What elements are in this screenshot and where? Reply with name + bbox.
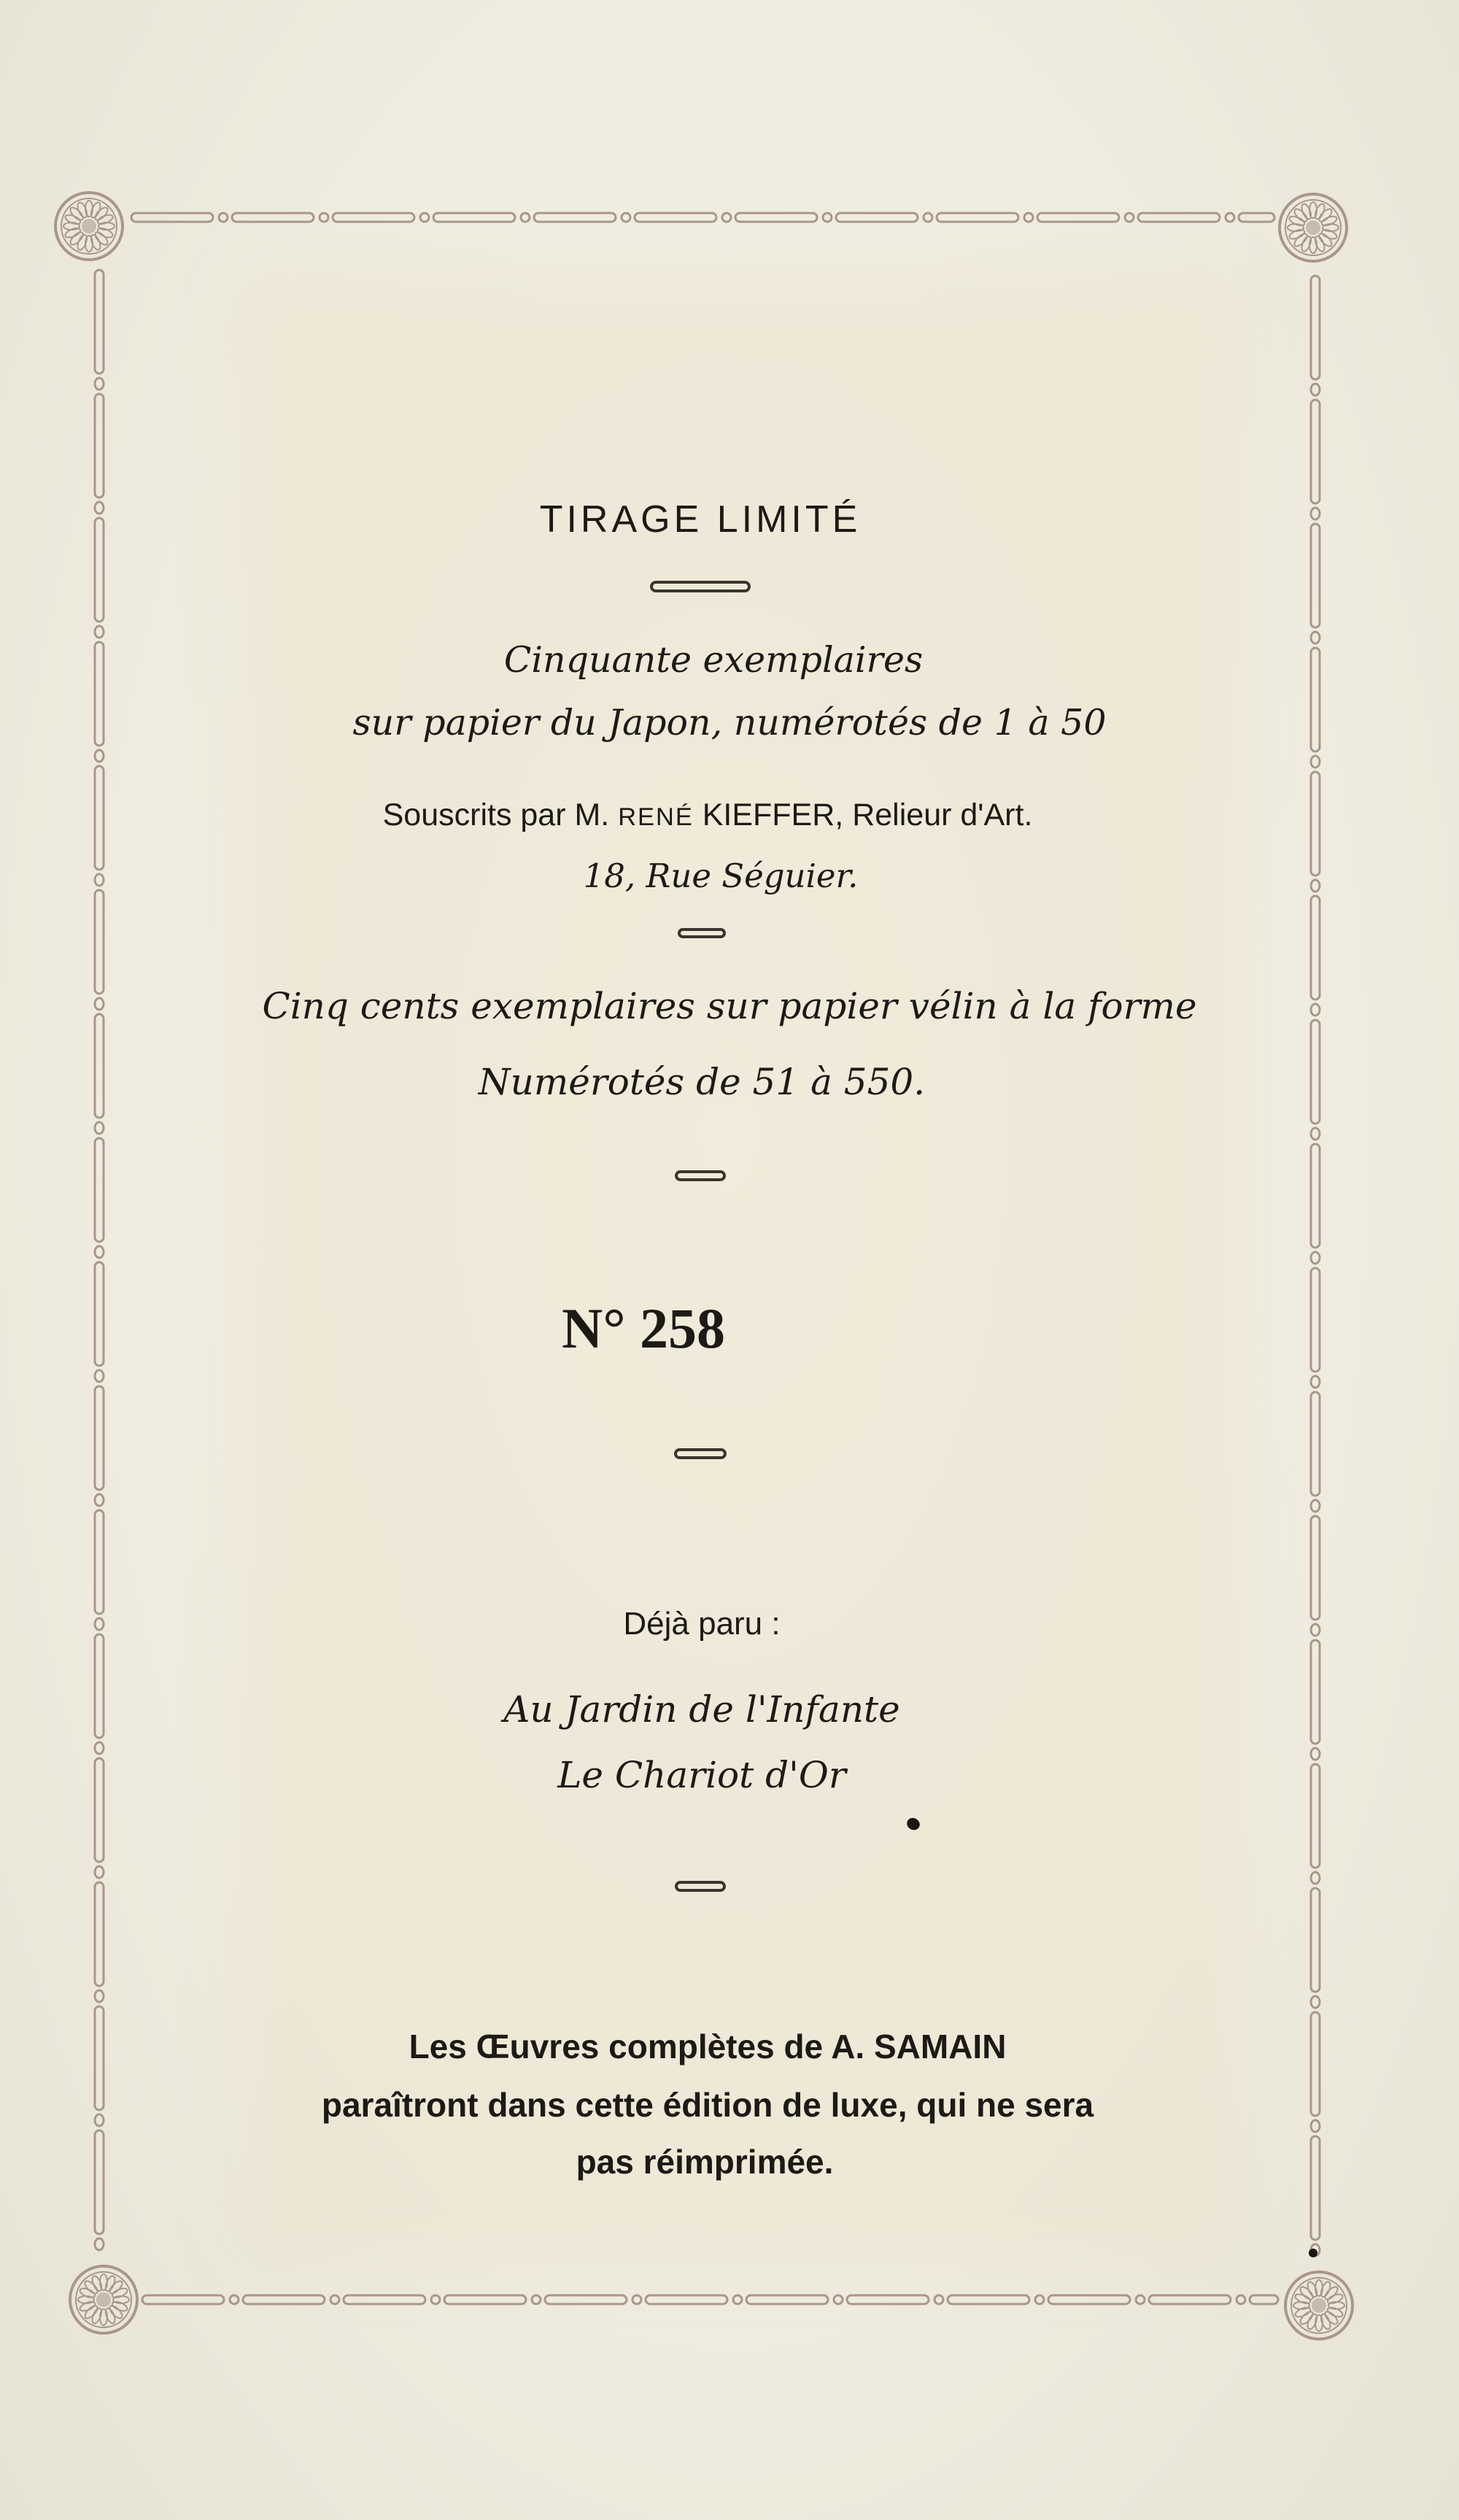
japan-edition-line-2: sur papier du Japon, numérotés de 1 à 50 <box>352 702 1107 743</box>
notice-line-3: pas réimprimée. <box>576 2143 834 2181</box>
rosette-corner-icon <box>1280 194 1347 261</box>
velin-edition-line-1: Cinq cents exemplaires sur papier vélin à la forme <box>262 985 1197 1027</box>
notice-line-2: paraîtront dans cette édition de luxe, qui ne sera <box>321 2086 1094 2124</box>
rosette-corner-icon <box>1285 2272 1352 2339</box>
border-right <box>1311 276 1320 2256</box>
ornament-dash <box>675 1170 726 1181</box>
border-bottom <box>142 2295 1278 2304</box>
velin-edition-line-2: Numérotés de 51 à 550. <box>478 1061 926 1103</box>
copy-number: N° 258 <box>561 1296 726 1360</box>
border-top <box>131 213 1274 222</box>
subscriber-last-name: KIEFFER, <box>702 797 844 832</box>
ornament-dash <box>678 928 726 938</box>
border-left <box>95 270 104 2250</box>
rosette-corner-icon <box>70 2266 137 2333</box>
ornament-dash <box>674 1448 727 1459</box>
subscriber-line <box>0 797 1437 832</box>
published-title-1: Au Jardin de l'Infante <box>503 1688 900 1731</box>
published-title-2: Le Chariot d'Or <box>557 1754 846 1796</box>
rosette-corner-icon <box>55 193 123 260</box>
subscriber-role: Relieur d'Art. <box>852 797 1033 832</box>
published-label: Déjà paru : <box>623 1606 781 1642</box>
ink-speck <box>1309 2249 1317 2257</box>
ornament-dash <box>675 1881 726 1892</box>
subscriber-address: 18, Rue Séguier. <box>583 857 859 895</box>
japan-edition-line-1: Cinquante exemplaires <box>503 639 924 681</box>
notice-line-1: Les Œuvres complètes de A. SAMAIN <box>409 2028 1007 2065</box>
subscriber-prefix: Souscrits par M. <box>382 797 610 832</box>
ornament-dash <box>650 581 751 592</box>
heading-tirage-limite: TIRAGE LIMITÉ <box>539 498 862 541</box>
subscriber-first-name: RENÉ <box>618 803 694 831</box>
